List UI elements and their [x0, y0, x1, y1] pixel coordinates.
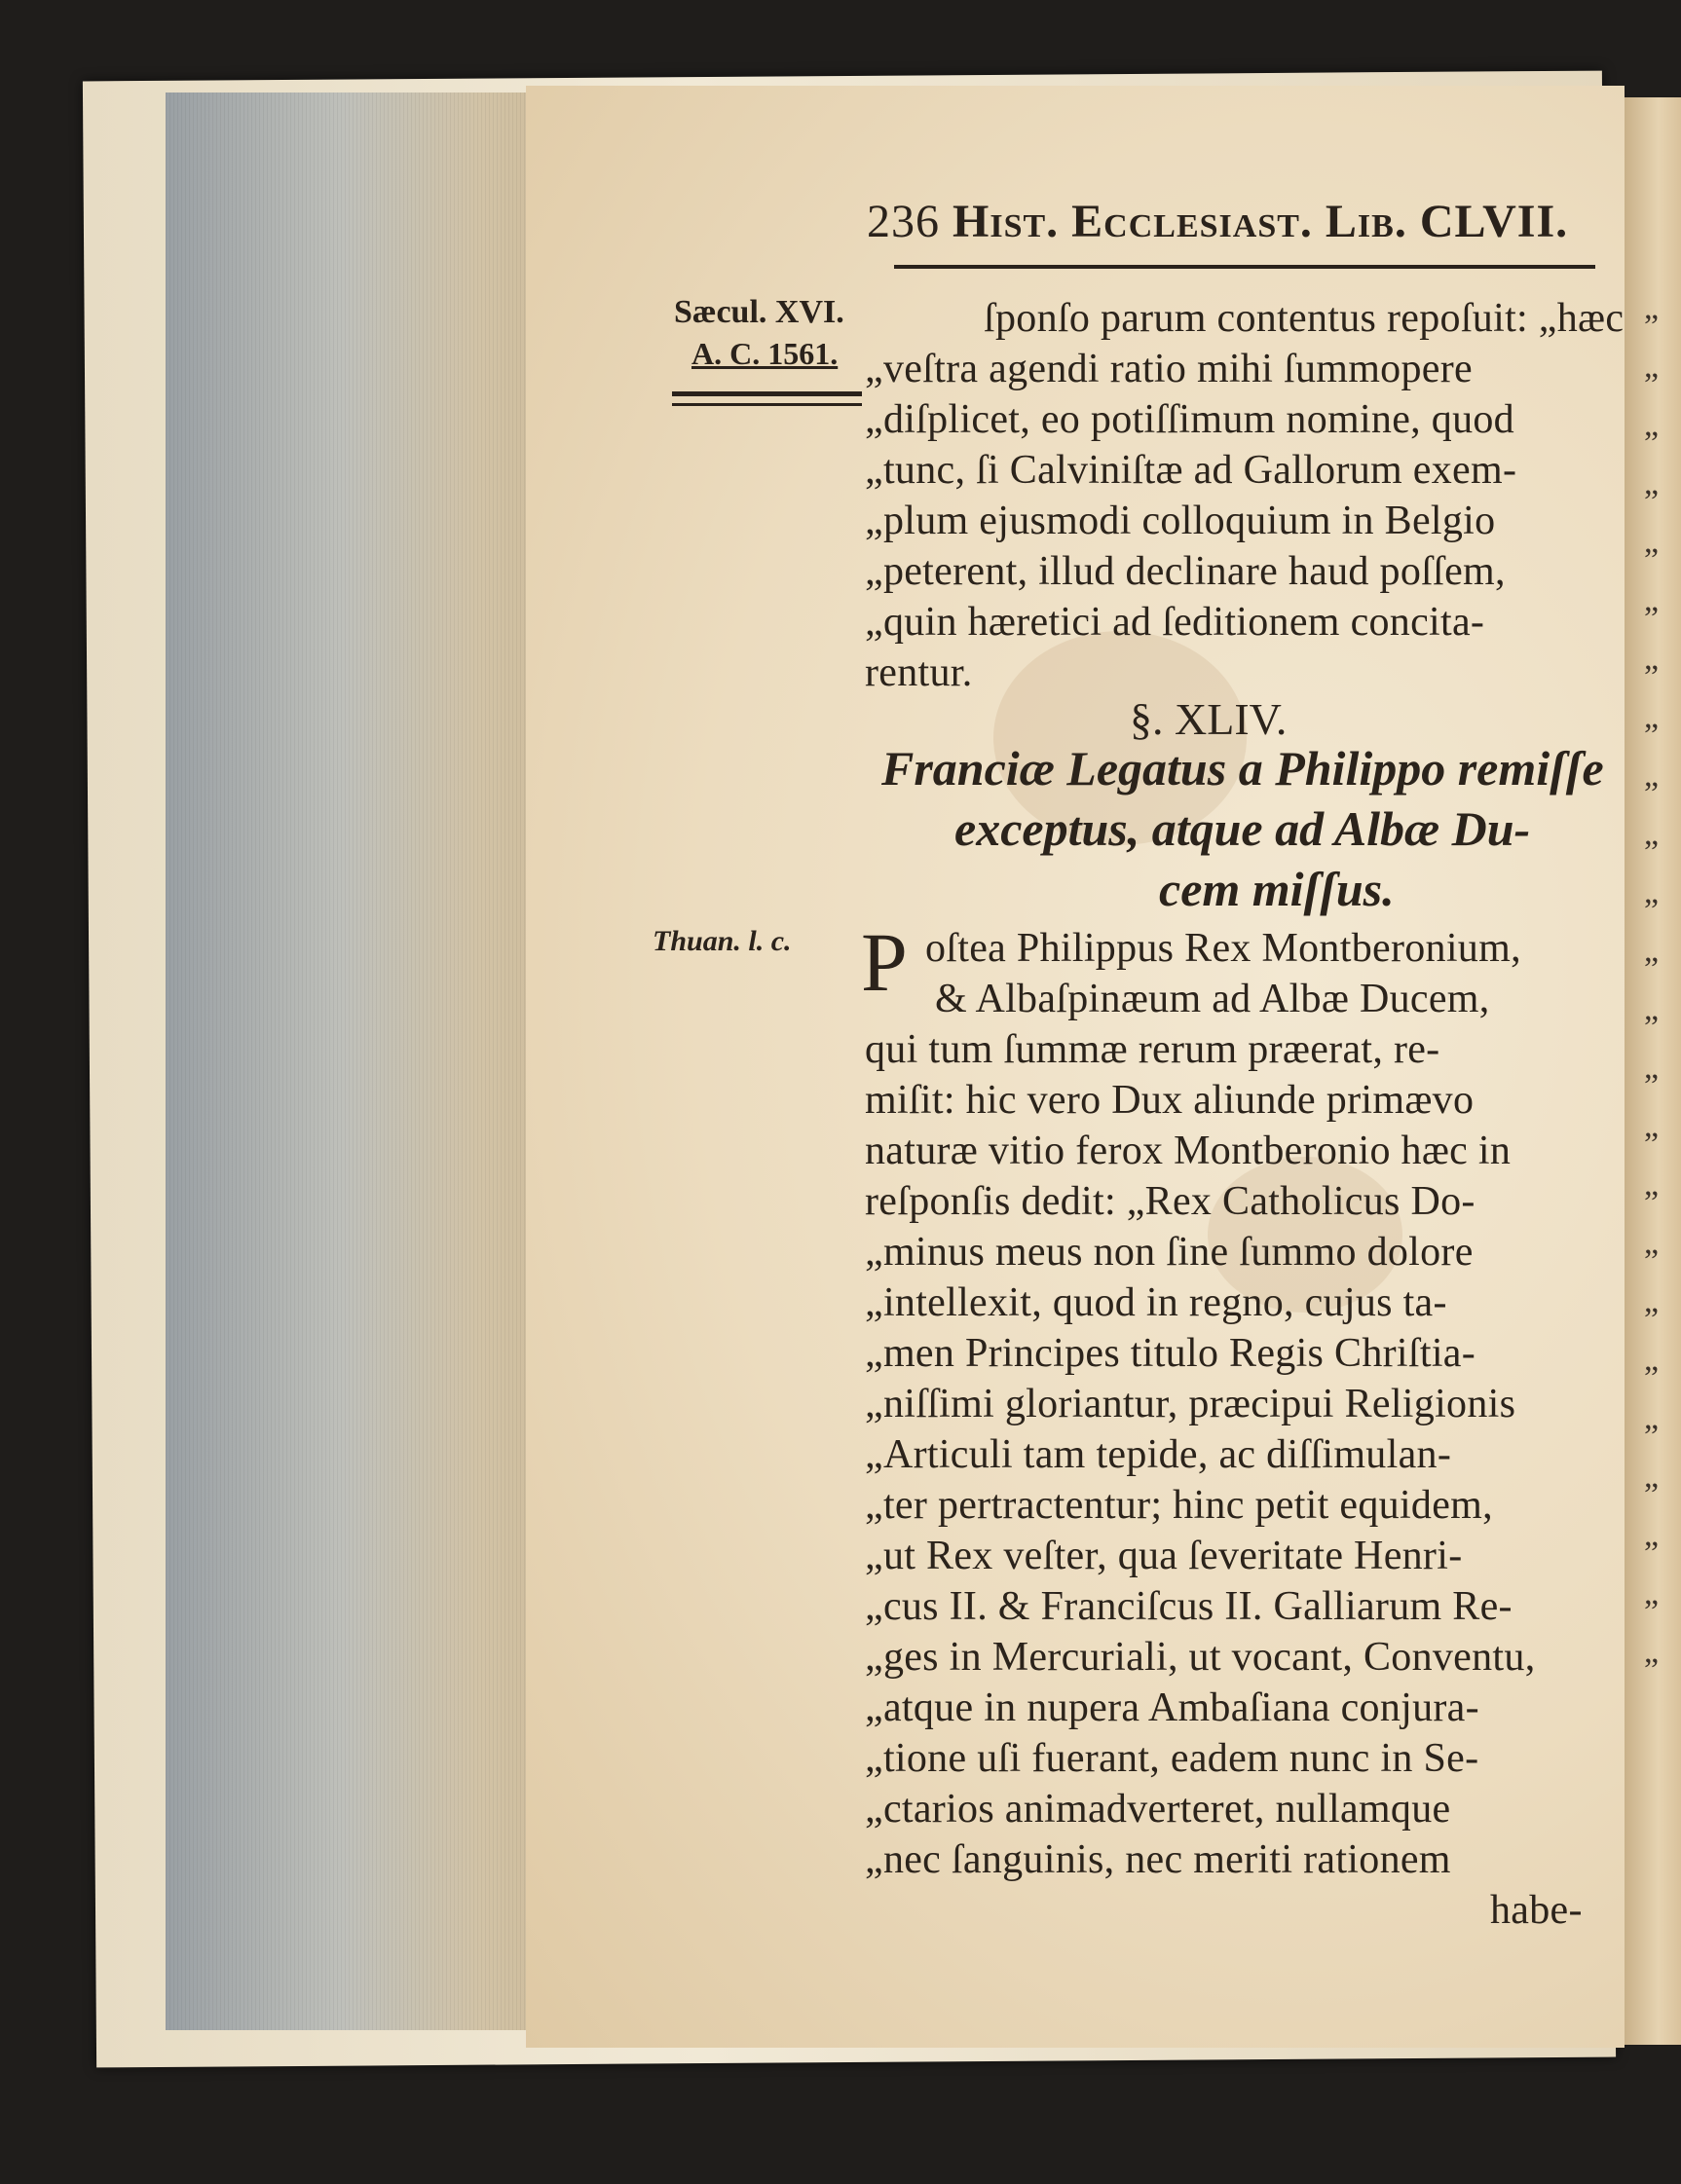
text-line: „ter pertractentur; hinc petit equidem,	[865, 1483, 1493, 1528]
text-line: & Albaſpinæum ad Albæ Ducem,	[935, 977, 1490, 1021]
text-line: reſponſis dedit: „Rex Catholicus Do-	[865, 1179, 1476, 1224]
text-line: qui tum ſummæ rerum præerat, re-	[865, 1027, 1440, 1072]
text-line: miſit: hic vero Dux aliunde primævo	[865, 1078, 1475, 1123]
text-line: „cus II. & Franciſcus II. Galliarum Re-	[865, 1584, 1513, 1629]
text-line: rentur.	[865, 650, 973, 695]
section-title-line: Franciæ Legatus a Philippo remiſſe	[881, 741, 1604, 796]
text-line: „Articuli tam tepide, ac diſſimulan-	[865, 1432, 1452, 1477]
section-title-line: cem miſſus.	[1159, 862, 1395, 916]
text-line: „minus meus non ſine ſummo dolore	[865, 1230, 1474, 1275]
text-line: „ges in Mercuriali, ut vocant, Conventu,	[865, 1635, 1536, 1680]
text-line: „veſtra agendi ratio mihi ſummopere	[865, 347, 1473, 391]
text-line: „nec ſanguinis, nec meriti rationem	[865, 1837, 1451, 1882]
text-line: „ctarios animadverteret, nullamque	[865, 1787, 1451, 1832]
margin-saeculum: Sæcul. XVI.	[674, 294, 844, 330]
page-number: 236	[867, 196, 940, 247]
text-line: ſponſo parum contentus repoſuit: „hæc	[984, 296, 1625, 341]
running-title: Hist. Ecclesiast. Lib. CLVII.	[953, 196, 1569, 247]
text-line: oſtea Philippus Rex Montberonium,	[925, 926, 1521, 971]
facing-page-edge: „ „ „ „ „ „ „ „ „ „ „ „ „ „ „ „ „ „ „ „ „ „ „ „	[1625, 97, 1681, 2045]
text-line: „quin hæretici ad ſeditionem concita-	[865, 600, 1485, 645]
text-line: „atque in nupera Ambaſiana conjura-	[865, 1685, 1479, 1730]
running-header	[867, 195, 1626, 248]
text-line: „diſplicet, eo potiſſimum nomine, quod	[865, 397, 1514, 442]
text-line: „ut Rex veſter, qua ſeveritate Henri-	[865, 1534, 1463, 1578]
drop-capital: P	[861, 915, 908, 1009]
text-line: „plum ejusmodi colloquium in Belgio	[865, 499, 1496, 543]
text-line: „peterent, illud declinare haud poſſem,	[865, 549, 1506, 594]
text-line: „intellexit, quod in regno, cujus ta-	[865, 1280, 1447, 1325]
text-line: „tione uſi fuerant, eadem nunc in Se-	[865, 1736, 1479, 1781]
header-rule	[894, 265, 1595, 269]
margin-anno: A. C. 1561.	[691, 336, 839, 371]
margin-rule	[672, 403, 862, 406]
text-line: „niſſimi gloriantur, præcipui Religionis	[865, 1382, 1516, 1426]
section-number: §. XLIV.	[1130, 694, 1288, 744]
section-title-line: exceptus, atque ad Albæ Du-	[954, 801, 1531, 856]
catchword: habe-	[1490, 1888, 1583, 1933]
margin-source: Thuan. l. c.	[653, 925, 792, 957]
text-line: naturæ vitio ferox Montberonio hæc in	[865, 1129, 1512, 1173]
page-edges	[166, 93, 562, 2030]
text-line: „tunc, ſi Calviniſtæ ad Gallorum exem-	[865, 448, 1517, 493]
margin-rule	[672, 391, 862, 396]
text-line: „men Principes titulo Regis Chriſtia-	[865, 1331, 1476, 1376]
